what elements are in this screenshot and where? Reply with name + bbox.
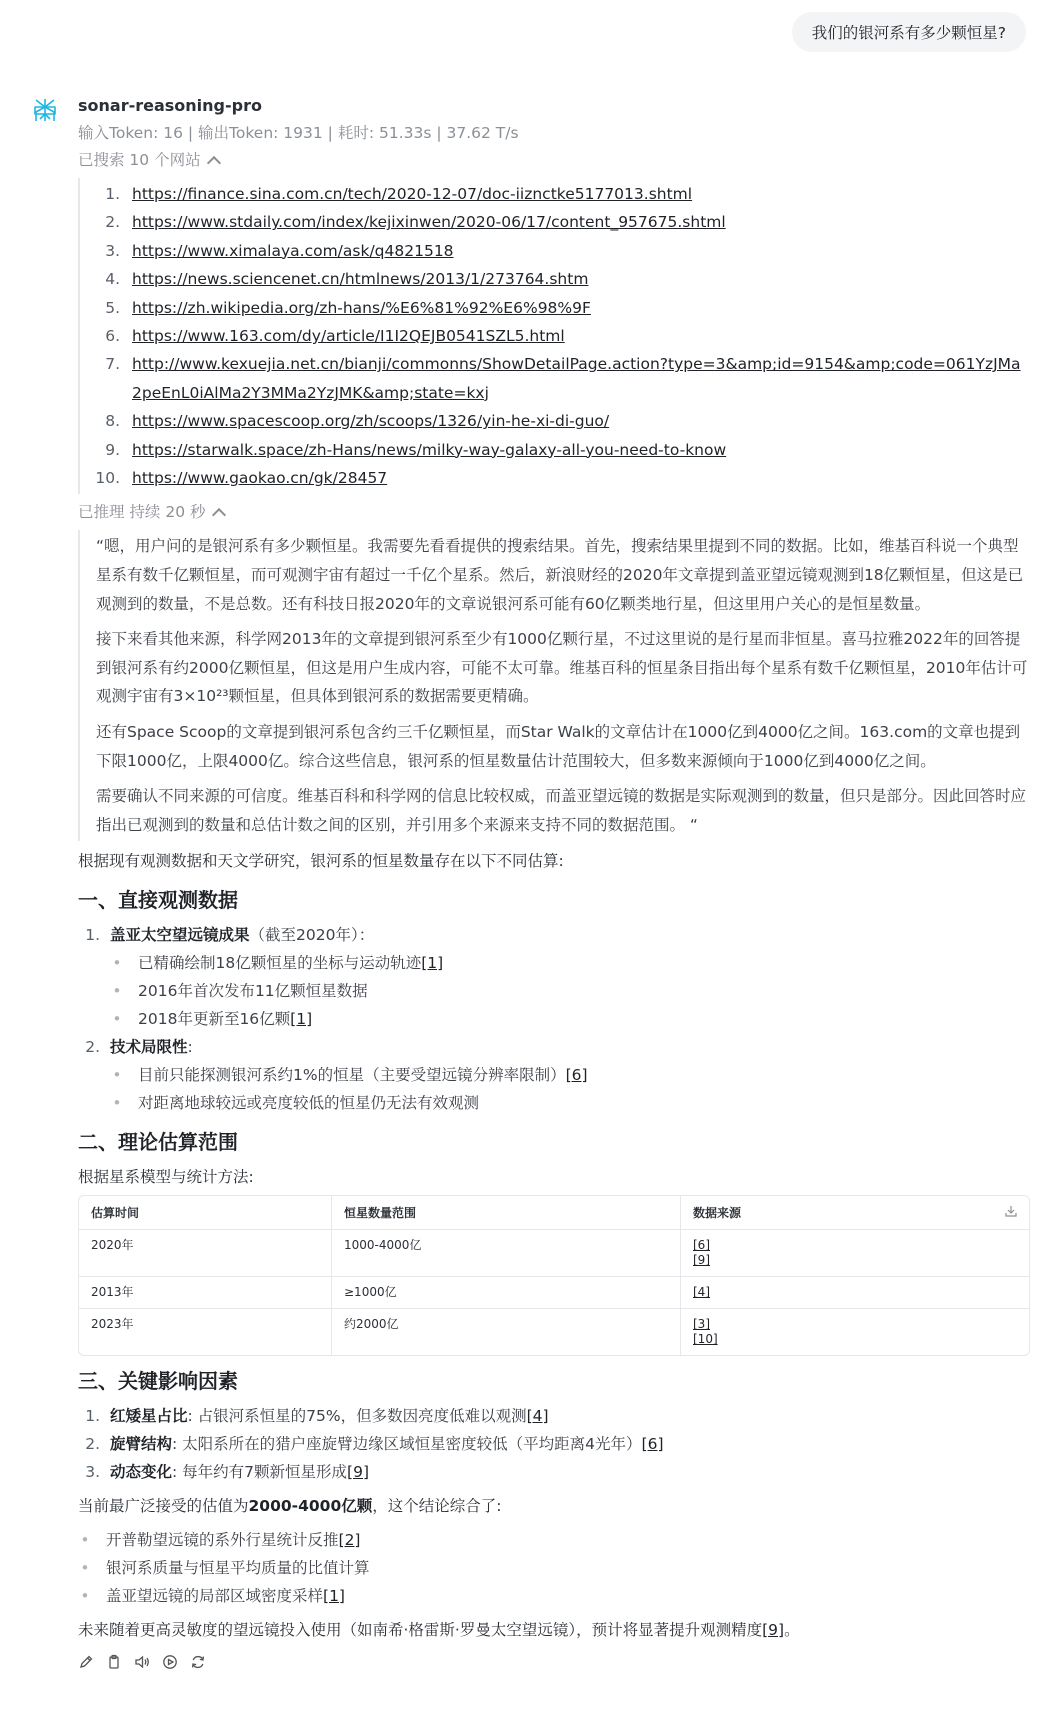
conclusion-text: ，这个结论综合了: <box>372 1497 502 1516</box>
table-intro: 根据星系模型与统计方法: <box>78 1168 254 1187</box>
search-result-item <box>92 407 1028 435</box>
item-text: : 每年约有7颗新恒星形成 <box>172 1463 348 1482</box>
list-item <box>110 949 1028 977</box>
source-link[interactable]: https://www.163.com/dy/article/I1I2QEJB0541SZL5.html <box>132 327 565 346</box>
citation-link[interactable]: [4] <box>526 1407 549 1426</box>
bullet-text: 已精确绘制18亿颗恒星的坐标与运动轨迹 <box>138 954 422 973</box>
model-name: sonar-reasoning-pro <box>78 96 262 115</box>
assistant-message <box>78 94 1028 1670</box>
search-result-item <box>92 464 1028 492</box>
table-row <box>79 1230 1029 1277</box>
source-link[interactable]: http://www.kexuejia.net.cn/bianji/commonns/ShowDetailPage.action?type=3&amp;id=9154&amp;code=061YzJMa2peEnL0iAlMa2Y3MMa2YzJMK&amp;state=kxj <box>132 355 1021 402</box>
citation-link[interactable]: [6] <box>693 1238 710 1253</box>
list-item <box>78 921 1028 1033</box>
conclusion-highlight: 2000-4000亿颗 <box>248 1497 373 1516</box>
token-stats: 输入Token: 16 | 输出Token: 1931 | 耗时: 51.33s | 37.62 T/s <box>78 124 519 142</box>
source-link[interactable]: https://www.spacescoop.org/zh/scoops/1326/yin-he-xi-di-guo/ <box>132 412 610 431</box>
list-number: 1. <box>85 926 100 945</box>
list-item <box>78 1526 1028 1554</box>
reasoning-paragraph: 接下来看其他来源，科学网2013年的文章提到银河系至少有1000亿颗行星，不过这里说的是行星而非恒星。喜马拉雅2022年的回答提到银河系有约2000亿颗恒星，但这是用户生成内容，可能不太可靠。维基百科的恒星条目指出每个星系有数千亿颗恒星，2010年估计可观测宇宙有3×10²³颗恒星，但具体到银河系的数据需要更精确。 <box>96 630 1028 706</box>
bullet-text: 2018年更新至16亿颗 <box>138 1010 291 1029</box>
bullet-text: 盖亚望远镜的局部区域密度采样 <box>106 1587 324 1606</box>
bullet-text: 银河系质量与恒星平均质量的比值计算 <box>106 1559 370 1578</box>
source-link[interactable]: https://finance.sina.com.cn/tech/2020-12-07/doc-iiznctke5177013.shtml <box>132 185 693 203</box>
item-title: 技术局限性 <box>110 1038 188 1057</box>
list-item <box>78 1033 1028 1117</box>
list-item <box>110 1089 1028 1117</box>
list-item <box>78 1554 1028 1582</box>
citation-link[interactable]: [6] <box>565 1066 588 1085</box>
citation-link[interactable]: [4] <box>693 1285 710 1300</box>
user-message-text: 我们的银河系有多少颗恒星? <box>811 24 1006 42</box>
refresh-icon[interactable] <box>190 1654 206 1670</box>
observation-list <box>78 921 1028 1117</box>
search-results-list <box>78 178 1028 494</box>
result-number: 4. <box>105 270 120 289</box>
speaker-icon[interactable] <box>134 1654 150 1670</box>
table-cell <box>681 1277 1030 1309</box>
item-text: : 太阳系所在的猎户座旋臂边缘区域恒星密度较低（平均距离4光年） <box>172 1435 642 1454</box>
list-item <box>78 1430 1028 1458</box>
future-note <box>78 1616 1028 1644</box>
list-number: 2. <box>85 1435 100 1454</box>
citation-link[interactable]: [3] <box>693 1317 710 1332</box>
result-number: 5. <box>105 298 120 317</box>
source-link[interactable]: https://starwalk.space/zh-Hans/news/milky-way-galaxy-all-you-need-to-know <box>132 440 727 459</box>
result-number: 1. <box>105 185 120 203</box>
citation-link[interactable]: [1] <box>290 1010 313 1029</box>
bullet-text: 目前只能探测银河系约1%的恒星（主要受望远镜分辨率限制） <box>138 1066 566 1085</box>
conclusion <box>78 1492 1028 1520</box>
citation-link[interactable]: [1] <box>323 1587 345 1606</box>
citation-link[interactable]: [9] <box>762 1621 785 1640</box>
user-message-bubble <box>792 12 1026 52</box>
list-item <box>110 1005 1028 1033</box>
reasoning-block <box>78 530 1028 841</box>
factors-list <box>78 1402 1028 1486</box>
copy-icon[interactable] <box>106 1654 122 1670</box>
table-cell <box>681 1230 1030 1277</box>
table-cell: 2013年 <box>79 1277 332 1309</box>
citation-link[interactable]: [9] <box>347 1463 369 1482</box>
reasoning-paragraph: 还有Space Scoop的文章提到银河系包含约三千亿颗恒星，而Star Walk的文章估计在1000亿到4000亿之间。163.com的文章也提到下限1000亿，上限4000亿。综合这些信息，银河系的恒星数量估计范围较大，但多数来源倾向于1000亿到4000亿之间。 <box>96 723 1021 770</box>
list-number: 3. <box>85 1463 100 1482</box>
download-icon[interactable] <box>1005 1205 1017 1217</box>
table-row <box>79 1309 1029 1356</box>
bullet-text: • 对距离地球较远或亮度较低的恒星仍无法有效观测 <box>138 1094 480 1113</box>
search-toggle-label: 已搜索 10 个网站 <box>78 151 201 169</box>
table-cell: 约2000亿 <box>332 1309 681 1356</box>
future-end: 。 <box>784 1621 800 1640</box>
column-header: 估算时间 <box>79 1196 332 1230</box>
column-header: 数据来源 <box>681 1196 1030 1230</box>
reasoning-toggle[interactable] <box>78 500 1028 524</box>
list-item <box>110 977 1028 1005</box>
play-icon[interactable] <box>162 1654 178 1670</box>
search-result-item <box>92 322 1028 350</box>
search-result-item <box>92 265 1028 293</box>
item-title: 盖亚太空望远镜成果 <box>110 926 250 945</box>
citation-link[interactable]: [2] <box>338 1531 361 1550</box>
section-heading: 二、理论估算范围 <box>78 1130 238 1155</box>
result-number: 2. <box>105 213 120 232</box>
bullet-text: • 2016年首次发布11亿颗恒星数据 <box>138 982 368 1001</box>
citation-link[interactable]: [9] <box>693 1253 710 1268</box>
result-number: 8. <box>105 412 120 431</box>
table-cell <box>681 1309 1030 1356</box>
conclusion-text: 当前最广泛接受的估值为 <box>78 1497 249 1516</box>
item-text: : 占银河系恒星的75%，但多数因亮度低难以观测 <box>187 1407 527 1426</box>
citation-link[interactable]: [10] <box>693 1332 718 1347</box>
item-title: 旋臂结构 <box>110 1435 173 1454</box>
item-title: 动态变化 <box>110 1463 173 1482</box>
citation-link[interactable]: [6] <box>641 1435 664 1454</box>
source-link[interactable]: https://www.gaokao.cn/gk/28457 <box>132 469 388 488</box>
table-cell: ≥1000亿 <box>332 1277 681 1309</box>
list-item <box>78 1402 1028 1430</box>
edit-icon[interactable] <box>78 1654 94 1670</box>
list-item <box>110 1061 1028 1089</box>
search-result-item <box>92 180 1028 208</box>
source-link[interactable]: https://www.stdaily.com/index/kejixinwen/2020-06/17/content_957675.shtml <box>132 213 726 232</box>
future-text: 未来随着更高灵敏度的望远镜投入使用（如南希·格雷斯·罗曼太空望远镜），预计将显著提升观测精度 <box>78 1621 763 1640</box>
list-number: 1. <box>85 1407 100 1426</box>
answer-intro: 根据现有观测数据和天文学研究，银河系的恒星数量存在以下不同估算: <box>78 852 564 871</box>
message-actions <box>78 1654 1028 1670</box>
search-results-toggle[interactable] <box>78 148 1028 172</box>
table-header-row <box>79 1196 1029 1230</box>
item-text: : <box>187 1038 193 1057</box>
result-number: 9. <box>105 440 120 459</box>
reasoning-toggle-label: 已推理 持续 20 秒 <box>78 503 206 522</box>
search-result-item <box>92 237 1028 265</box>
bullet-text: 开普勒望远镜的系外行星统计反推 <box>106 1531 339 1550</box>
citation-link[interactable]: [1] <box>421 954 444 973</box>
table-cell: 1000-4000亿 <box>332 1230 681 1277</box>
reasoning-paragraph: 需要确认不同来源的可信度。维基百科和科学网的信息比较权威，而盖亚望远镜的数据是实际观测到的数量，但只是部分。因此回答时应指出已观测到的数量和总估计数之间的区别，并引用多个来源来支持不同的数据范围。 “ <box>96 787 1027 834</box>
perplexity-logo-icon <box>32 97 58 123</box>
table-row <box>79 1277 1029 1309</box>
search-result-item <box>92 350 1028 407</box>
reasoning-paragraph: “嗯，用户问的是银河系有多少颗恒星。我需要先看看提供的搜索结果。首先，搜索结果里提到不同的数据。比如，维基百科说一个典型星系有数千亿颗恒星，而可观测宇宙有超过一千亿个星系。然后，新浪财经的2020年文章提到盖亚望远镜观测到18亿颗恒星，但这是已观测到的数量，不是总数。还有科技日报2020年的文章说银河系可能有60亿颗类地行星，但这里用户关心的是恒星数量。 <box>96 537 1024 613</box>
chevron-up-icon <box>211 508 225 522</box>
chevron-up-icon <box>207 155 221 169</box>
list-item <box>78 1458 1028 1486</box>
estimate-table <box>78 1195 1030 1356</box>
list-number: 2. <box>85 1038 100 1057</box>
source-link[interactable]: https://zh.wikipedia.org/zh-hans/%E6%81%92%E6%98%9F <box>132 298 591 317</box>
section-heading: 一、直接观测数据 <box>78 888 238 913</box>
section-heading: 三、关键影响因素 <box>78 1369 238 1394</box>
result-number: 10. <box>95 469 120 488</box>
search-result-item <box>92 208 1028 236</box>
result-number: 3. <box>105 241 120 260</box>
item-text: （截至2020年）： <box>249 926 375 945</box>
search-result-item <box>92 294 1028 322</box>
item-title: 红矮星占比 <box>110 1407 188 1426</box>
conclusion-bullets <box>78 1526 1028 1610</box>
search-result-item <box>92 436 1028 464</box>
result-number: 6. <box>105 327 120 346</box>
result-number: 7. <box>105 355 120 374</box>
table-cell: 2023年 <box>91 1317 134 1332</box>
source-link[interactable]: https://www.ximalaya.com/ask/q4821518 <box>132 241 454 260</box>
table-cell: 2020年 <box>79 1230 332 1277</box>
source-link[interactable]: https://news.sciencenet.cn/htmlnews/2013/1/273764.shtm <box>132 270 589 289</box>
column-header: 恒星数量范围 <box>332 1196 681 1230</box>
list-item <box>78 1582 1028 1610</box>
